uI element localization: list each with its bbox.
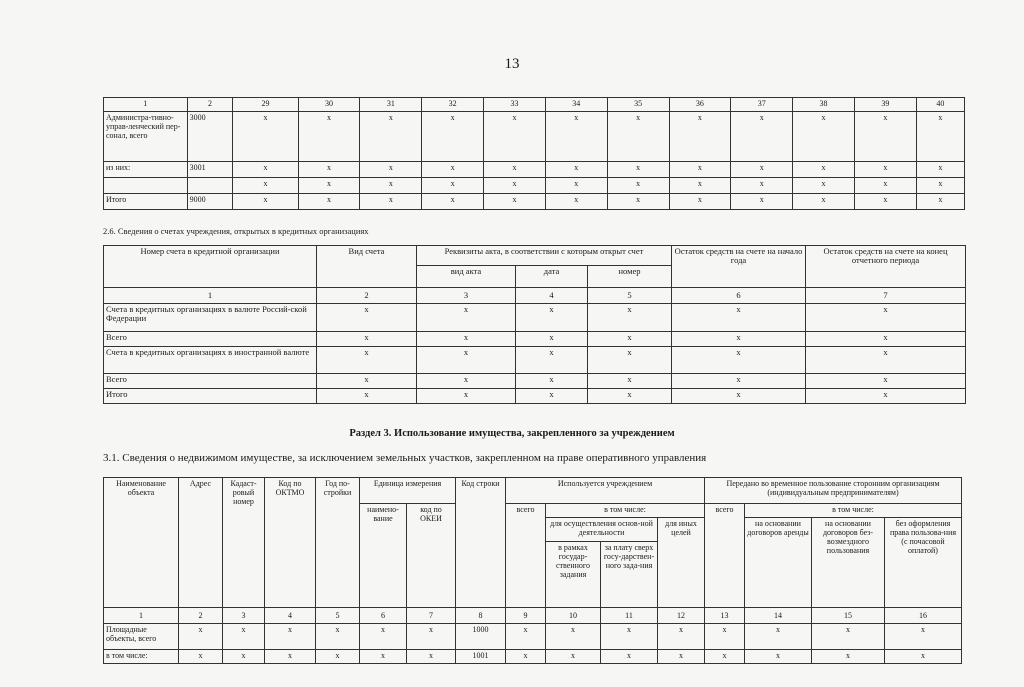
cell: х [407,650,456,664]
cell: х [223,650,265,664]
cell: х [422,112,484,162]
row-label: Всего [104,374,317,389]
cell: х [233,194,298,210]
cell: х [422,162,484,178]
column-number: 7 [407,608,456,624]
cell: х [731,194,793,210]
row-code: 3001 [187,162,233,178]
cell: х [812,650,885,664]
header-used: Используется учреждением [506,478,705,504]
table-row [104,112,965,162]
cell: х [317,374,417,389]
column-number: 10 [546,608,601,624]
header-used-incl: в том числе: [546,504,705,518]
row-label: Итого [104,389,317,404]
cell: х [316,650,360,664]
table1-header: 39 [854,98,916,112]
cell: х [360,624,407,650]
cell: х [588,304,672,332]
header-act-date: дата [516,266,588,288]
cell: х [672,389,806,404]
cell: х [417,304,516,332]
cell: х [916,162,964,178]
header-balance-end: Остаток средств на счете на конец отчетного периода [806,246,966,288]
table-row [104,178,965,194]
cell: х [317,347,417,374]
cell: х [516,374,588,389]
cell: х [298,194,360,210]
row-label: Итого [104,194,188,210]
cell: х [298,162,360,178]
header-act-type: вид акта [417,266,516,288]
cell: х [484,178,546,194]
table1-header: 29 [233,98,298,112]
table1-header: 33 [484,98,546,112]
cell: 1001 [456,650,506,664]
cell: х [516,304,588,332]
cell: х [793,162,855,178]
cell: х [916,178,964,194]
cell: х [669,162,731,178]
cell: х [484,112,546,162]
header-main-activity: для осуществления основ-ной деятельности [546,518,658,542]
cell: х [317,332,417,347]
header-address: Адрес [179,478,223,608]
row-label: Счета в кредитных организациях в валюте Россий-ской Федерации [104,304,317,332]
cell: х [360,162,422,178]
cell: х [793,194,855,210]
row-label: Всего [104,332,317,347]
cell: х [233,162,298,178]
cell: х [607,194,669,210]
table1-header: 30 [298,98,360,112]
cell: х [417,347,516,374]
table1-header: 37 [731,98,793,112]
column-number: 6 [360,608,407,624]
cell: х [265,624,316,650]
cell: х [360,650,407,664]
cell: х [601,650,658,664]
cell: 1000 [456,624,506,650]
cell: х [506,624,546,650]
cell: х [516,389,588,404]
cell: х [316,624,360,650]
cell: х [516,332,588,347]
cell: х [806,389,966,404]
header-unit-code: код по ОКЕИ [407,504,456,608]
cell: х [422,194,484,210]
column-number: 4 [265,608,316,624]
column-number: 1 [104,288,317,304]
cell: х [658,650,705,664]
property-table [103,477,962,664]
cell: х [854,194,916,210]
cell: х [298,178,360,194]
column-number: 3 [223,608,265,624]
header-state-task: в рамках государ-ственного задания [546,542,601,608]
column-number: 12 [658,608,705,624]
cell: х [233,178,298,194]
cell: х [506,650,546,664]
table1-header: 36 [669,98,731,112]
staff-table [103,97,965,210]
table-row [104,650,962,664]
cell: х [705,624,745,650]
cell: х [669,194,731,210]
row-label [104,178,188,194]
header-transfer-total: всего [705,504,745,608]
header-other-purposes: для иных целей [658,518,705,608]
column-number: 2 [317,288,417,304]
cell: х [545,178,607,194]
cell: х [607,162,669,178]
header-object-name: Наименование объекта [104,478,179,608]
cell: х [588,389,672,404]
cell: х [705,650,745,664]
cell: х [516,347,588,374]
header-transfer-incl: в том числе: [745,504,962,518]
cell: х [588,347,672,374]
table1-header: 2 [187,98,233,112]
section-2-6-title: 2.6. Сведения о счетах учреждения, открытых в кредитных организациях [103,226,369,236]
cell: х [916,194,964,210]
cell: х [484,162,546,178]
table1-header: 32 [422,98,484,112]
cell: х [223,624,265,650]
table1-header: 31 [360,98,422,112]
table1-header: 1 [104,98,188,112]
cell: х [607,178,669,194]
header-cadastral: Кадаст-ровый номер [223,478,265,608]
cell: х [417,374,516,389]
cell: х [885,624,962,650]
table1-header: 34 [545,98,607,112]
table-row [104,347,966,374]
cell: х [545,194,607,210]
cell: х [672,304,806,332]
cell: х [233,112,298,162]
cell: х [916,112,964,162]
page-number: 13 [504,56,520,72]
cell: х [360,112,422,162]
row-label: Площадные объекты, всего [104,624,179,650]
cell: х [854,112,916,162]
cell: х [417,389,516,404]
cell: х [422,178,484,194]
column-number: 13 [705,608,745,624]
cell: х [317,389,417,404]
header-requisites: Реквизиты акта, в соответствии с которым открыт счет [417,246,672,266]
header-balance-begin: Остаток средств на счете на начало года [672,246,806,288]
table-row [104,389,966,404]
cell: х [731,112,793,162]
column-number: 15 [812,608,885,624]
table-row [104,304,966,332]
cell: х [793,112,855,162]
header-paid-over-task: за плату сверх госу-дарствен-ного зада-ния [601,542,658,608]
table-row [104,162,965,178]
cell: х [179,650,223,664]
cell: х [672,347,806,374]
cell: х [601,624,658,650]
row-code [187,178,233,194]
row-label: из них: [104,162,188,178]
cell: х [672,374,806,389]
row-code: 3000 [187,112,233,162]
column-number: 5 [316,608,360,624]
cell: х [806,347,966,374]
header-used-total: всего [506,504,546,608]
cell: х [658,624,705,650]
row-code: 9000 [187,194,233,210]
cell: х [607,112,669,162]
header-unit-name: наимено-вание [360,504,407,608]
table1-header: 38 [793,98,855,112]
cell: х [484,194,546,210]
cell: х [317,304,417,332]
header-rent: на основании договоров аренды [745,518,812,608]
cell: х [745,624,812,650]
cell: х [179,624,223,650]
cell: х [672,332,806,347]
cell: х [265,650,316,664]
cell: х [806,304,966,332]
cell: х [546,650,601,664]
header-free-use: на основании договоров без-возмездного пользования [812,518,885,608]
column-number: 2 [179,608,223,624]
header-year: Год по-стройки [316,478,360,608]
column-number: 8 [456,608,506,624]
column-number: 9 [506,608,546,624]
cell: х [806,332,966,347]
cell: х [545,162,607,178]
header-act-number: номер [588,266,672,288]
column-number: 4 [516,288,588,304]
cell: х [793,178,855,194]
column-number: 6 [672,288,806,304]
cell: х [806,374,966,389]
header-oktmo: Код по ОКТМО [265,478,316,608]
column-number: 5 [588,288,672,304]
table-row [104,374,966,389]
cell: х [745,650,812,664]
header-account-type: Вид счета [317,246,417,288]
cell: х [854,178,916,194]
cell: х [854,162,916,178]
header-unit: Единица измерения [360,478,456,504]
table1-header: 35 [607,98,669,112]
table1-header: 40 [916,98,964,112]
cell: х [588,332,672,347]
table1-header-row [104,98,965,112]
header-row-code: Код строки [456,478,506,608]
cell: х [546,624,601,650]
row-label: Администра-тивно-управ-ленческий пер-сонал, всего [104,112,188,162]
header-account-number: Номер счета в кредитной организации [104,246,317,288]
cell: х [731,162,793,178]
cell: х [731,178,793,194]
column-number: 11 [601,608,658,624]
cell: х [545,112,607,162]
cell: х [417,332,516,347]
column-number: 7 [806,288,966,304]
column-number: 14 [745,608,812,624]
cell: х [812,624,885,650]
row-label: в том числе: [104,650,179,664]
header-no-rights: без оформления права пользова-ния (с почасовой оплатой) [885,518,962,608]
cell: х [360,194,422,210]
cell: х [298,112,360,162]
table-row [104,194,965,210]
cell: х [669,112,731,162]
cell: х [669,178,731,194]
section-3-1-title: 3.1. Сведения о недвижимом имуществе, за исключением земельных участков, закрепленном на праве оперативного управления [103,452,707,464]
header-transferred: Передано во временное пользование сторонним организациям (индивидуальным предпринимателям) [705,478,962,504]
column-number: 3 [417,288,516,304]
column-number: 16 [885,608,962,624]
cell: х [360,178,422,194]
table-row [104,624,962,650]
cell: х [407,624,456,650]
accounts-table [103,245,966,404]
column-number: 1 [104,608,179,624]
cell: х [885,650,962,664]
section-3-title: Раздел 3. Использование имущества, закрепленного за учреждением [349,428,675,439]
row-label: Счета в кредитных организациях в иностранной валюте [104,347,317,374]
cell: х [588,374,672,389]
table-row [104,332,966,347]
